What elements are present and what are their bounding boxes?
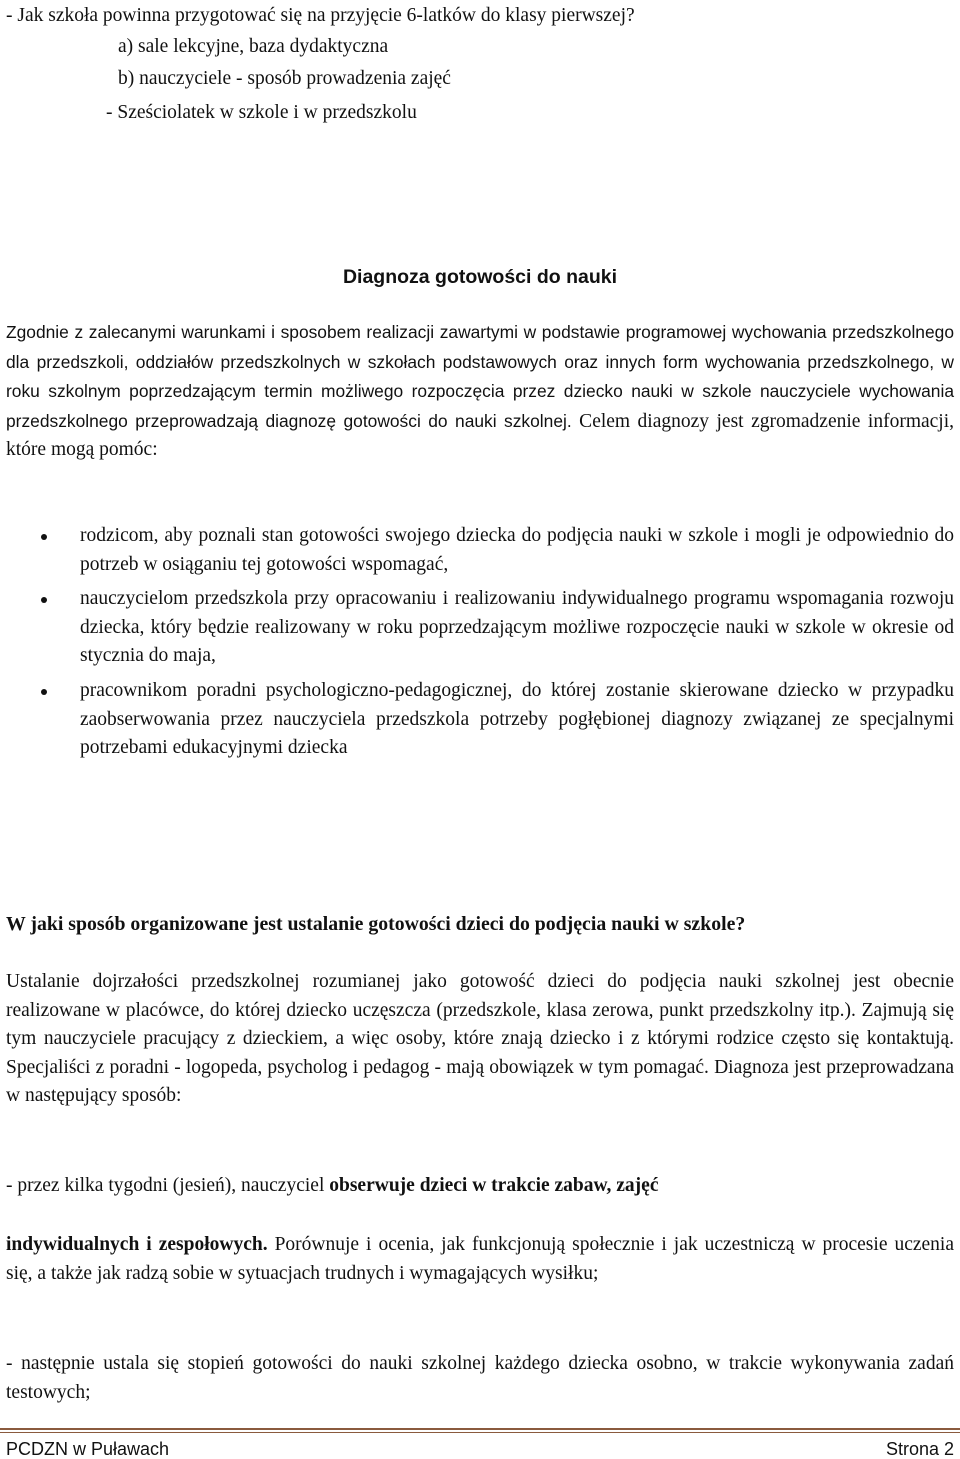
diagnosis-paragraph-main: Zgodnie z zalecanymi warunkami i sposobem realizacji zawartymi w podstawie programowej wychowania przedszkolnego dla przedszkoli, oddziałów przedszkolnych w szkołach podstawowych oraz innych form wychowania przedszkolnego, w roku szkolnym poprzedzającym termin możliwego rozpoczęcia przez dziecko nauki w szkole nauczyciele wychowania przedszkolnego przeprowadzają diagnozę gotowości do nauki szkolnej. [6,322,954,431]
intro-topic: - Sześciolatek w szkole i w przedszkolu [106,102,417,123]
bullet-icon [41,597,47,603]
section-heading-readiness: W jaki sposób organizowane jest ustalanie gotowości dzieci do podjęcia nauki w szkole? [6,913,746,935]
readiness-paragraph: Ustalanie dojrzałości przedszkolnej rozumianej jako gotowość dzieci do podjęcia nauki szkolnej jest obecnie realizowane w placówce, do której dziecko uczęszcza (przedszkole, klasa zerowa, punkt przedszkolny itp.). Zajmują się tym nauczyciele pracujący z dzieckiem, a więc osoby, które znają dziecko i z którymi rodzice często się kontaktują. Specjaliści z poradni - logopeda, psycholog i pedagog - mają obowiązek w tym pomagać. Diagnoza jest przeprowadzana w następujący sposób: [6,971,954,1107]
diagnosis-bullet-list [0,522,960,769]
step1-rest: Porównuje i ocenia, jak funkcjonują społecznie i jak uczestniczą w procesie uczenia się, a także jak radzą sobie w sytuacjach trudnych i wymagających wysiłku; [6,1234,954,1284]
bullet-icon [41,689,47,695]
intro-item-a: a) sale lekcyjne, baza dydaktyczna [118,36,389,57]
readiness-step1-line1 [6,1174,658,1198]
step1-bold: obserwuje dzieci w trakcie zabaw, zajęć [329,1175,659,1196]
diagnosis-paragraph-goal: Celem diagnozy jest zgromadzenie informacji, które mogą pomóc: [6,410,955,461]
intro-item-b: b) nauczyciele - sposób prowadzenia zajęć [118,68,451,89]
intro-question: - Jak szkoła powinna przygotować się na przyjęcie 6-latków do klasy pierwszej? [6,5,635,26]
footer-page-number: Strona 2 [885,1439,954,1459]
list-item-text: nauczycielom przedszkola przy opracowaniu i realizowaniu indywidualnego programu wspomagania rozwoju dziecka, który będzie realizowany w roku poprzedzającym możliwe rozpoczęcie nauki w szkole w okresie od stycznia do maja, [80,588,954,667]
footer-divider-thin [0,1432,960,1433]
step1-prefix: - przez kilka tygodni (jesień), nauczyciel [6,1175,330,1196]
footer-organization: PCDZN w Puławach [6,1439,170,1459]
list-item [0,677,960,763]
footer-divider [0,1428,960,1430]
readiness-step2: - następnie ustala się stopień gotowości do nauki szkolnej każdego dziecka osobno, w trakcie wykonywania zadań testowych; [6,1353,954,1403]
list-item [0,585,960,671]
bullet-icon [41,534,47,540]
section-heading-diagnosis: Diagnoza gotowości do nauki [342,266,618,288]
list-item [0,522,960,579]
list-item-text: rodzicom, aby poznali stan gotowości swojego dziecka do podjęcia nauki w szkole i mogli je odpowiednio do potrzeb w osiąganiu tej gotowości wspomagać, [80,525,954,575]
readiness-step1-continuation [6,1231,954,1288]
list-item-text: pracownikom poradni psychologiczno-pedagogicznej, do której zostanie skierowane dziecko w przypadku zaobserwowania przez nauczyciela przedszkola potrzeby pogłębionej diagnozy związanej ze specjalnymi potrzebami edukacyjnymi dziecka [80,679,954,759]
diagnosis-paragraph [6,318,954,465]
step1-bold-continued: indywidualnych i zespołowych. [6,1234,268,1255]
